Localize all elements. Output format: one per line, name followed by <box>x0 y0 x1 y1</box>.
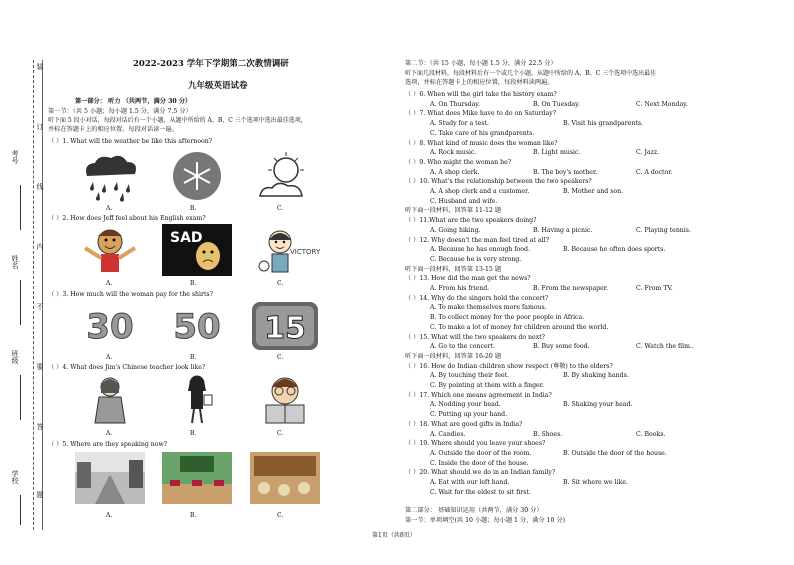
binding-char: 线 <box>36 183 44 191</box>
shop-picture <box>250 452 320 504</box>
snow-picture <box>162 150 232 202</box>
page-title: 2022-2023 学年下学期第二次教情调研 <box>133 59 289 69</box>
happy-boy-picture <box>75 224 145 276</box>
question-text: （ ）8. What kind of music does the woman like? <box>405 139 558 147</box>
price-number: 30 <box>86 307 134 347</box>
binding-dashed-line <box>33 60 34 530</box>
section-subheading-text: 听下面一段材料，回答第 16-20 题 <box>405 352 502 360</box>
sunny-picture <box>250 150 320 202</box>
option-label: B. <box>190 280 197 287</box>
answer-option: B. Sit where we like. <box>563 479 628 486</box>
binding-char: 订 <box>36 123 44 131</box>
price-50-picture <box>162 300 232 352</box>
answer-option: C. Take care of his grandparents. <box>430 129 535 137</box>
side-label-name: 姓名 <box>11 255 19 269</box>
option-label: B. <box>190 512 197 519</box>
question-text: （ ）14. Why do the singers hold the concert? <box>405 294 549 302</box>
answer-option: C. To make a lot of money for children around the world. <box>430 323 609 331</box>
option-label: A. <box>106 205 113 212</box>
side-field-class <box>20 375 21 420</box>
svg-text:SAD: SAD <box>170 230 203 246</box>
side-label-exam-no: 考号 <box>11 150 19 164</box>
teacher-a-picture <box>75 373 145 425</box>
answer-option: C. Putting up your hand. <box>430 411 508 419</box>
option-label: A. <box>106 430 113 437</box>
price-number: 50 <box>173 307 221 347</box>
question-text: （ ）15. What will the two speakers do next? <box>405 333 546 341</box>
section-subheading-text: 听下面一段材料，回答第 13-15 题 <box>405 265 502 273</box>
answer-option: A. By touching their feet. <box>430 372 510 380</box>
girl-victory-picture <box>250 224 320 276</box>
answer-option: A. Study for a test. <box>430 120 489 128</box>
option-label: A. <box>106 512 113 519</box>
question-text: （ ）20. What should we do in an Indian family? <box>405 469 556 477</box>
answer-option: A. Because he has enough food. <box>430 246 530 254</box>
option-label: A. <box>106 280 113 287</box>
option-label: B. <box>190 205 197 212</box>
answer-option: B. To collect money for the poor people in Africa. <box>430 314 585 322</box>
classroom-picture <box>162 452 232 504</box>
binding-char: 要 <box>36 363 44 371</box>
question-1: （ ）1. What will the weather be like this afternoon? <box>48 138 213 145</box>
sad-face-picture <box>162 224 232 276</box>
part2-heading: 第二部分： 基础知识运用（共两节，满分 30 分） <box>405 507 543 514</box>
answer-option: A. From his friend. <box>430 285 490 292</box>
sec1-instruction: 并标在答题卡上的相应位置。每段对话读一遍。 <box>48 126 178 133</box>
question-2: （ ）2. How does Jeff feel about his English exam? <box>48 215 206 222</box>
answer-option: A. Candies. <box>430 430 466 438</box>
answer-option: A. To make themselves more famous. <box>430 304 547 312</box>
question-text: （ ）19. Where should you leave your shoes? <box>405 440 546 448</box>
answer-option: B. By shaking hands. <box>563 372 629 380</box>
answer-option: C. Husband and wife. <box>430 197 498 205</box>
option-label: C. <box>277 430 284 437</box>
section-subheading-text: 听下面一段材料，回答第 11-12 题 <box>405 207 502 215</box>
side-field-exam-no <box>20 185 21 230</box>
svg-text:VICTORY: VICTORY <box>290 248 320 256</box>
answer-option: B. Visit his grandparents. <box>563 120 643 128</box>
answer-option: B. Mother and son. <box>563 188 624 195</box>
part2-sec1-heading: 第一节：单项填空(共 10 小题；每小题 1 分，满分 10 分) <box>405 517 566 524</box>
sec2-instruction: 选项，并标在答题卡上的相应位置，每段材料读两遍。 <box>405 79 554 86</box>
sec1-instruction: 听下面 5 段小对话，每段对话后有一个小题，从题中所给的 A、B、C 三个选项中选出最佳选项， <box>48 117 307 124</box>
answer-option: A. Go to the concert. <box>430 343 496 351</box>
page-subtitle: 九年级英语试卷 <box>188 81 248 91</box>
answer-option: C. Watch the film.. <box>636 343 694 351</box>
answer-option: C. Wait for the eldest to sit first. <box>430 488 531 496</box>
answer-option: C. A doctor. <box>636 168 673 176</box>
answer-option: A. Going hiking. <box>430 226 481 234</box>
binding-char: 不 <box>36 303 44 311</box>
part1-heading: 第一部分： 听力 （共两节，满分 30 分） <box>75 98 192 105</box>
sec2-instruction: 听下面几段材料，每段材料后有一个或几个小题，从题中所给的 A、B、C 三个选项中选出最佳 <box>405 70 657 77</box>
answer-option: B. Having a picnic. <box>533 226 593 234</box>
price-15-picture <box>250 300 320 352</box>
question-text: （ ）11.What are the two speakers doing? <box>405 217 537 225</box>
answer-option: B. Light music. <box>533 149 581 157</box>
question-3: （ ）3. How much will the woman pay for the shirts? <box>48 291 213 298</box>
option-label: C. <box>277 354 284 361</box>
option-label: B. <box>190 354 197 361</box>
binding-char: 装 <box>36 63 44 71</box>
question-5: （ ）5. Where are they speaking now? <box>48 441 168 448</box>
answer-option: B. On Tuesday. <box>533 100 580 108</box>
question-4: （ ）4. What does Jim's Chinese teacher look like? <box>48 364 206 371</box>
answer-option: C. Next Monday. <box>636 100 688 108</box>
answer-option: C. Playing tennis. <box>636 226 691 234</box>
answer-option: C. Because he is very strong. <box>430 255 522 263</box>
answer-option: A. Rock music. <box>430 149 477 157</box>
question-text: （ ）17. Which one means agreement in India? <box>405 391 552 399</box>
option-label: C. <box>277 280 284 287</box>
answer-option: B. Shoes. <box>533 430 563 438</box>
question-text: （ ）7. What does Mike have to do on Saturday? <box>405 110 557 118</box>
side-field-name <box>20 280 21 325</box>
side-label-class: 班级 <box>11 350 19 364</box>
question-text: （ ）12. Why doesn't the man feel tired at all? <box>405 236 549 244</box>
question-text: （ ）9. Who might the woman be? <box>405 158 512 166</box>
sec1-heading: 第一节：（共 5 小题；每小题 1.5 分，满分 7.5 分） <box>48 108 192 115</box>
binding-char: 答 <box>36 423 44 431</box>
sec2-heading: 第二节：（共 15 小题，每小题 1.5 分，满分 22.5 分） <box>405 60 557 67</box>
answer-option: C. Books. <box>636 430 666 438</box>
option-label: B. <box>190 430 197 437</box>
street-picture <box>75 452 145 504</box>
answer-option: B. The boy's mother. <box>533 168 598 176</box>
question-text: （ ）18. What are good gifts in India? <box>405 420 523 428</box>
option-label: C. <box>277 205 284 212</box>
answer-option: A. Eat with our left hand. <box>430 479 510 486</box>
answer-option: A. Nodding your head. <box>430 401 501 409</box>
price-30-picture <box>75 300 145 352</box>
question-text: （ ）10. What's the relationship between the two speakers? <box>405 178 592 186</box>
binding-char: 题 <box>36 491 44 499</box>
answer-option: B. Outside the door of the house. <box>563 449 667 457</box>
price-number: 15 <box>264 311 306 346</box>
answer-option: C. Jazz. <box>636 149 660 157</box>
answer-option: A. A shop clerk and a customer. <box>430 188 530 195</box>
answer-option: C. Inside the door of the house. <box>430 459 529 467</box>
binding-char: 内 <box>36 243 44 251</box>
teacher-b-picture <box>162 373 232 425</box>
rain-cloud-picture <box>75 150 145 202</box>
option-label: A. <box>106 354 113 361</box>
question-text: （ ）6. When will the girl take the history exam? <box>405 91 557 98</box>
question-text: （ ）13. How did the man get the news? <box>405 275 531 283</box>
answer-option: B. Because he often does sports. <box>563 246 666 254</box>
answer-option: C. By pointing at them with a finger. <box>430 382 544 389</box>
answer-option: B. Shaking your head. <box>563 401 633 409</box>
answer-option: B. From the newspaper. <box>533 285 609 292</box>
option-label: C. <box>277 512 284 519</box>
side-field-school <box>20 495 21 525</box>
side-label-school: 学校 <box>11 470 19 484</box>
answer-option: A. A shop clerk. <box>430 168 480 176</box>
answer-option: C. From TV. <box>636 285 673 292</box>
teacher-c-picture <box>250 373 320 425</box>
answer-option: B. Buy some food. <box>533 343 590 351</box>
answer-option: A. Outside the door of the room. <box>430 449 532 457</box>
answer-option: A. On Thursday. <box>430 100 480 108</box>
page-footer: 第1页（共8页） <box>372 532 416 539</box>
question-text: （ ）16. How do Indian children show respect (尊敬) to the elders? <box>405 362 613 370</box>
